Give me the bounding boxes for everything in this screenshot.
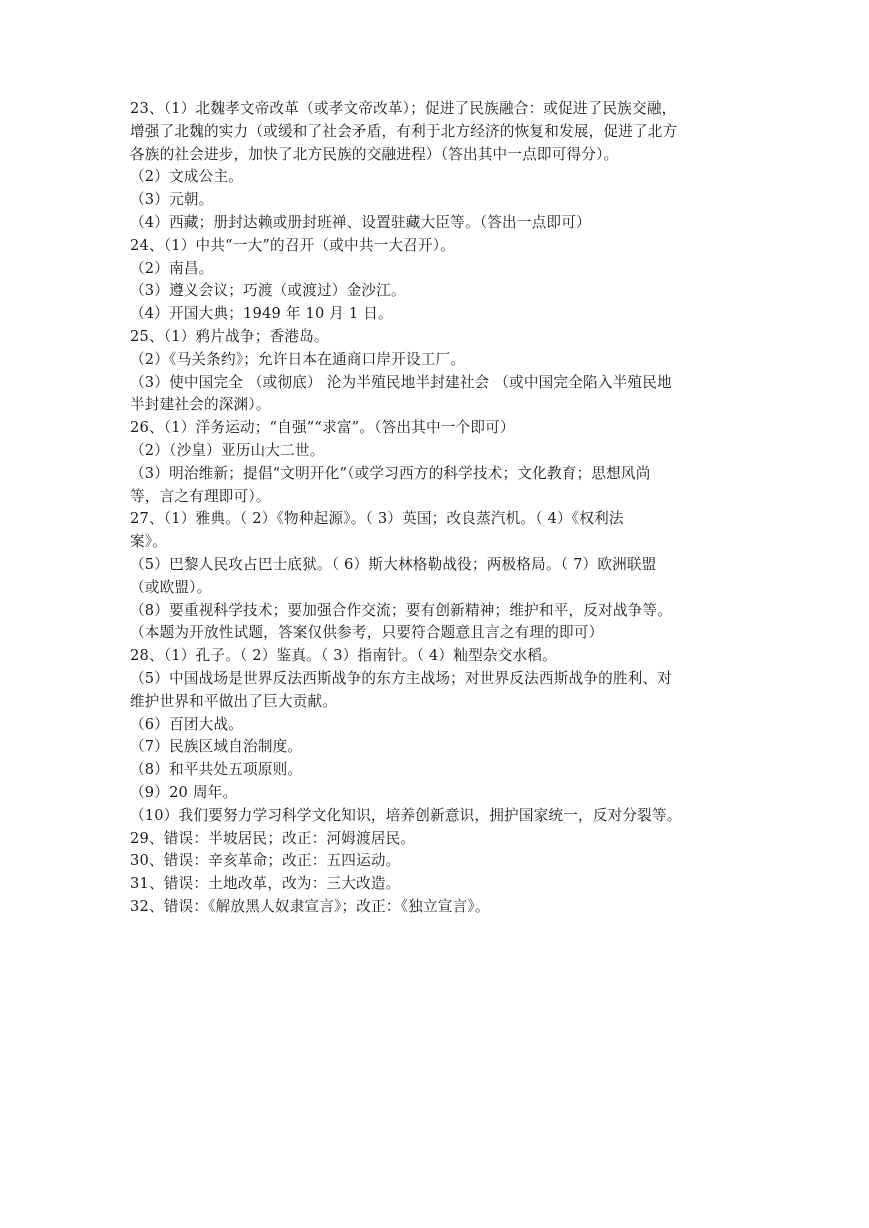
answer-line: 32、错误：《解放黑人奴隶宣言》；改正：《独立宣言》。: [130, 897, 490, 915]
answer-line: 26、（1）洋务运动；“自强”“求富”。（答出其中一个即可）: [130, 419, 515, 437]
answer-line: （6）百团大战。: [130, 715, 244, 733]
answer-line: 29、错误：半坡居民；改正：河姆渡居民。: [130, 829, 416, 847]
answer-line: （3）遵义会议；巧渡（或渡过）金沙江。: [130, 282, 406, 300]
answer-line: （7）民族区域自治制度。: [130, 738, 303, 756]
answer-key-page: [130, 98, 742, 919]
answer-line: 案》。: [130, 533, 168, 551]
answer-line: （2）（沙皇）亚历山大二世。: [130, 441, 325, 459]
answer-line: （3）明治维新；提倡“文明开化”（或学习西方的科学技术；文化教育；思想风尚: [130, 464, 651, 482]
answer-line: 23、（1）北魏孝文帝改革（或孝文帝改革）；促进了民族融合：或促进了民族交融，: [130, 100, 677, 117]
answer-line: （10）我们要努力学习科学文化知识，培养创新意识，拥护国家统一，反对分裂等。: [130, 806, 682, 824]
answer-line: 31、错误：土地改革，改为：三大改造。: [130, 875, 401, 893]
answer-line: （8）和平共处五项原则。: [130, 761, 303, 779]
answer-line: （4）开国大典；1949 年 10 月 1 日。: [130, 305, 393, 323]
answer-line: （2）南昌。: [130, 259, 214, 277]
answer-line: 25、（1）鸦片战争；香港岛。: [130, 327, 329, 345]
answer-line: 维护世界和平做出了巨大贡献。: [130, 692, 338, 710]
answer-line: 等，言之有理即可）。: [130, 487, 271, 505]
answer-line: （2）《马关条约》；允许日本在通商口岸开设工厂。: [130, 350, 466, 368]
answer-line: （4）西藏；册封达赖或册封班禅、设置驻藏大臣等。（答出一点即可）: [130, 213, 591, 231]
answer-line: （5）巴黎人民攻占巴士底狱。（ 6）斯大林格勒战役；两极格局。（ 7）欧洲联盟: [130, 555, 657, 573]
answer-line: （2）文成公主。: [130, 168, 244, 186]
answer-line: （9）20 周年。: [130, 783, 238, 801]
answer-line: 30、错误：辛亥革命；改正：五四运动。: [130, 852, 401, 870]
answer-line: （本题为开放性试题，答案仅供参考，只要符合题意且言之有理的即可）: [130, 624, 604, 642]
answer-line: （3）元朝。: [130, 191, 214, 209]
answer-line: （或欧盟）。: [130, 578, 212, 596]
answer-line: 半封建社会的深渊）。: [130, 396, 271, 414]
answer-line: 24、（1）中共“一大”的召开（或中共一大召开）。: [130, 236, 456, 254]
answer-line: （8）要重视科学技术；要加强合作交流；要有创新精神；维护和平，反对战争等。: [130, 601, 673, 619]
answer-line: 各族的社会进步，加快了北方民族的交融进程）（答出其中一点即可得分）。: [130, 145, 619, 163]
answer-line: 28、（1）孔子。（ 2）鉴真。（ 3）指南针。（ 4）籼型杂交水稻。: [130, 647, 557, 665]
answer-line: （3）使中国完全 （或彻底） 沦为半殖民地半封建社会 （或中国完全陷入半殖民地: [130, 373, 672, 391]
answer-line: 增强了北魏的实力（或缓和了社会矛盾，有利于北方经济的恢复和发展，促进了北方: [130, 122, 678, 140]
answer-line: 27、（1）雅典。（ 2）《物种起源》。（ 3）英国；改良蒸汽机。（ 4）《权利法: [130, 510, 624, 528]
answer-line: （5）中国战场是世界反法西斯战争的东方主战场；对世界反法西斯战争的胜利、对: [130, 669, 673, 687]
